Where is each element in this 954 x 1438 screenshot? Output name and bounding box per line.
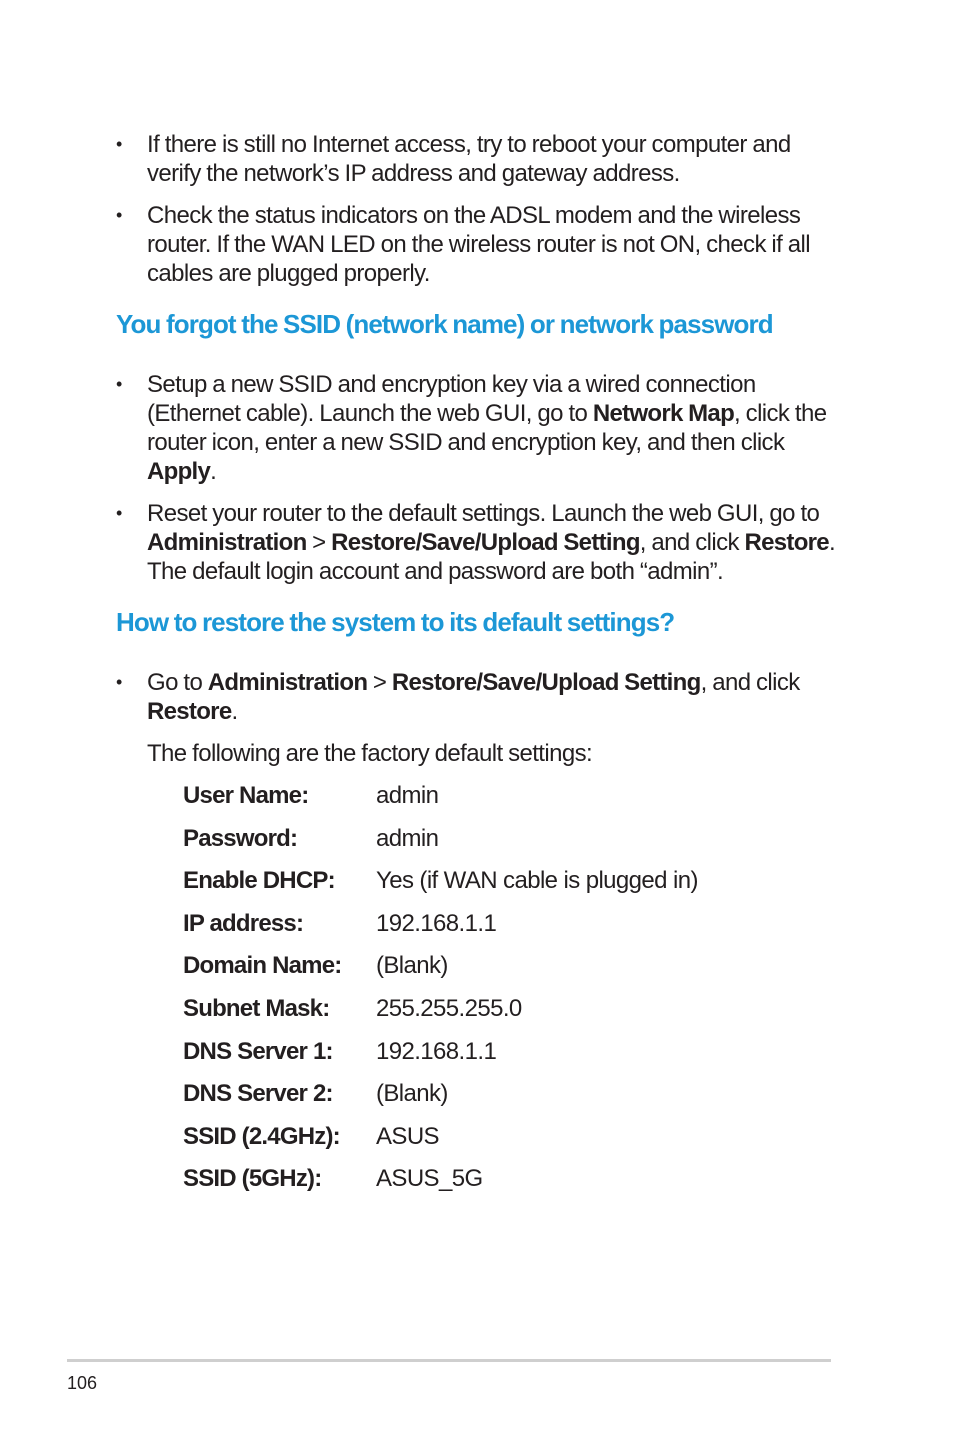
menu-term-restore-save-upload: Restore/Save/Upload Setting [331,529,640,556]
bullet-check-indicators [116,201,836,288]
menu-term-restore-save-upload: Restore/Save/Upload Setting [391,669,701,696]
table-row [183,824,698,867]
setting-value: 255.255.255.0 [376,994,522,1022]
page-number: 106 [67,1373,98,1393]
bullet-text-part: , click the router icon, enter a new SSID and encryption key, and then click [147,400,827,456]
bullet-reboot-computer [116,130,836,188]
bullet-text: If there is still no Internet access, try to reboot your computer and verify the network’s IP address and gateway address. [147,131,791,187]
setting-name: DNS Server 1: [183,1037,333,1065]
setting-value: Yes (if WAN cable is plugged in) [376,867,698,895]
table-row [183,994,698,1037]
bullet-dot: • [116,374,122,394]
table-row [183,1037,698,1080]
setting-value: (Blank) [376,1080,448,1108]
button-term-apply: Apply [147,458,211,485]
bullet-text-part: > [367,669,392,696]
table-row [183,1079,698,1122]
setting-value: ASUS_5G [376,1165,483,1193]
intro-bullet-list [116,130,836,288]
bullet-dot: • [116,205,122,225]
table-row [183,1164,698,1207]
setting-value: ASUS [376,1122,439,1150]
setting-value: admin [376,782,439,809]
setting-value: admin [376,824,439,852]
setting-name: SSID (5GHz): [183,1165,322,1193]
menu-term-network-map: Network Map [592,400,735,427]
bullet-text-part: . [210,458,217,485]
setting-name: SSID (2.4GHz): [183,1122,340,1150]
table-row [183,1122,698,1165]
section-heading-forgot-ssid: You forgot the SSID (network name) or network password [116,309,773,339]
table-row [183,951,698,994]
button-term-restore: Restore [147,698,232,725]
setting-value: 192.168.1.1 [376,1037,497,1065]
setting-name: DNS Server 2: [183,1080,333,1108]
footer-divider [67,1359,831,1362]
page-content [116,130,836,1207]
table-row [183,866,698,909]
defaults-intro: The following are the factory default settings: [147,740,593,767]
restore-defaults-bullet-list [116,668,836,726]
menu-term-administration: Administration [207,669,368,696]
table-row [183,909,698,952]
bullet-text-part: . [231,698,238,725]
bullet-text-part: Go to [147,669,208,696]
setting-name: IP address: [183,909,304,937]
setting-value: (Blank) [376,952,448,980]
factory-defaults-table [183,781,698,1207]
bullet-reset-router [116,499,836,586]
section-heading-restore-defaults: How to restore the system to its default settings? [116,607,675,637]
setting-name: Domain Name: [183,952,342,980]
bullet-text-part: , and click [700,669,800,696]
setting-name: Subnet Mask: [183,994,330,1022]
menu-term-administration: Administration [147,529,307,556]
setting-name: User Name: [183,782,309,809]
setting-value: 192.168.1.1 [376,909,497,937]
bullet-dot: • [116,672,122,692]
bullet-go-to-administration [116,668,836,726]
setting-name: Password: [183,824,298,852]
bullet-text-part: > [306,529,332,556]
bullet-text-part: Reset your router to the default settings. Launch the web GUI, go to [147,500,820,527]
table-row [183,781,698,824]
button-term-restore: Restore [744,529,829,556]
bullet-text: Check the status indicators on the ADSL modem and the wireless router. If the WAN LED on the wireless router is not ON, check if all cables are plugged properly. [147,202,810,287]
setting-name: Enable DHCP: [183,867,335,895]
bullet-text-part: , and click [639,529,745,556]
bullet-text-part: Setup a new SSID and encryption key via a wired connection (Ethernet cable). Launch the web GUI, go to [147,371,756,427]
bullet-dot: • [116,134,122,154]
bullet-setup-new-ssid [116,370,836,486]
bullet-dot: • [116,503,122,523]
forgot-ssid-bullet-list [116,370,836,586]
bullet-text-part: . The default login account and password are both “admin”. [147,529,836,585]
